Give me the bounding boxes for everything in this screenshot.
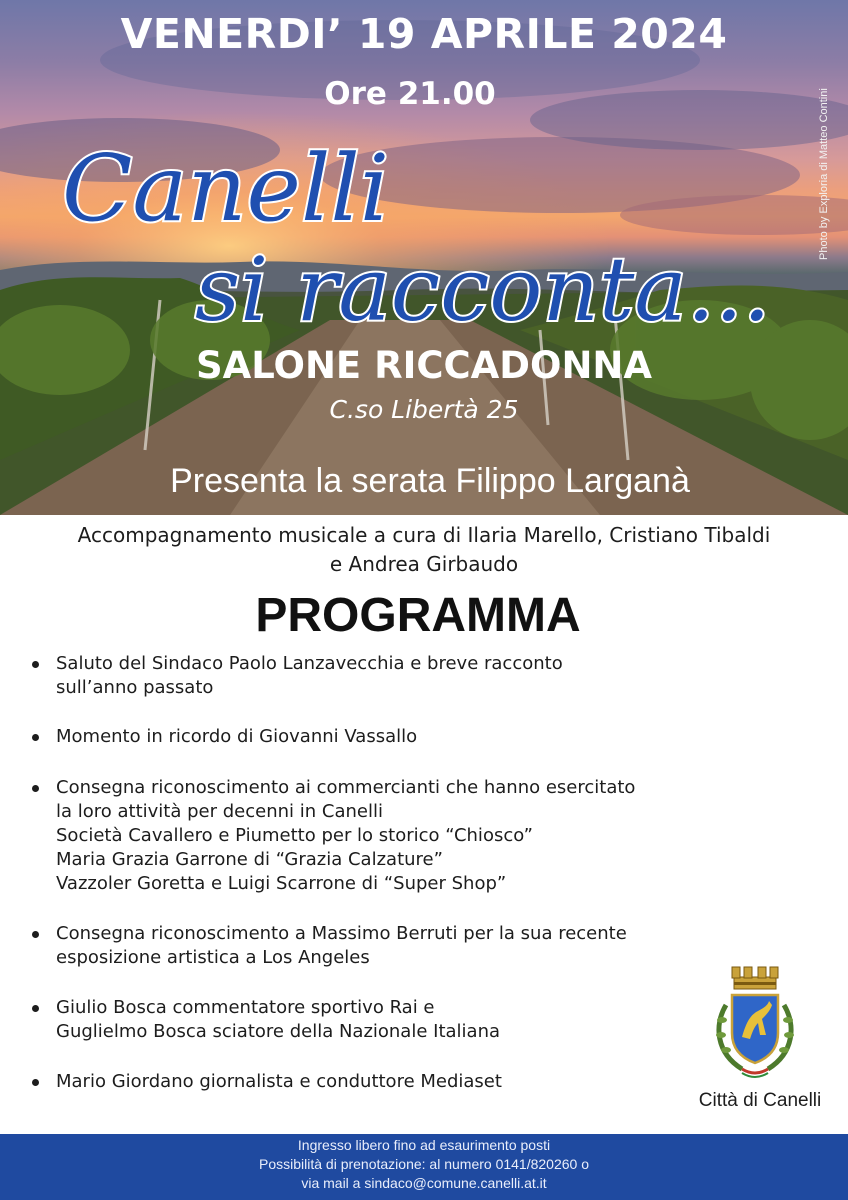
program-list	[32, 652, 712, 1120]
program-item-text: Consegna riconoscimento a Massimo Berruti per la sua recente	[56, 923, 627, 944]
bullet-icon	[32, 1005, 39, 1012]
hero-photo	[0, 0, 848, 515]
program-item-text: sull’anno passato	[56, 677, 214, 698]
city-name: Città di Canelli	[698, 1090, 822, 1111]
program-item-text: Mario Giordano giornalista e conduttore Mediaset	[56, 1071, 502, 1092]
bullet-icon	[32, 1079, 39, 1086]
accompaniment-line-1: Accompagnamento musicale a cura di Ilaria Marello, Cristiano Tibaldi	[77, 523, 771, 547]
program-item	[32, 725, 712, 749]
program-item	[32, 922, 712, 970]
title-line-2: si racconta...	[195, 238, 771, 341]
program-item-text: Momento in ricordo di Giovanni Vassallo	[56, 726, 418, 747]
footer-banner	[0, 1134, 848, 1200]
program-item	[32, 996, 712, 1044]
music-accompaniment	[0, 521, 848, 579]
photo-credit-text: Photo by Exploria di Matteo Contini	[818, 88, 830, 260]
program-heading: PROGRAMMA	[255, 589, 581, 642]
program-item-text: esposizione artistica a Los Angeles	[56, 947, 370, 968]
event-date: VENERDI’ 19 APRILE 2024	[120, 10, 728, 58]
photo-credit	[818, 64, 836, 264]
bullet-icon	[32, 785, 39, 792]
event-time: Ore 21.00	[324, 76, 496, 112]
bullet-icon	[32, 734, 39, 741]
program-item	[32, 1070, 712, 1094]
program-item-text: Maria Grazia Garrone di “Grazia Calzature”	[56, 849, 443, 870]
footer-line-3: via mail a sindaco@comune.canelli.at.it	[301, 1175, 547, 1191]
title-line-1: Canelli	[62, 135, 390, 242]
venue-address: C.so Libertà 25	[329, 395, 519, 424]
program-item-text: Saluto del Sindaco Paolo Lanzavecchia e breve racconto	[56, 653, 563, 674]
event-host: Presenta la serata Filippo Larganà	[170, 462, 690, 500]
program-item-text: Società Cavallero e Piumetto per lo storico “Chiosco”	[56, 825, 533, 846]
bullet-icon	[32, 931, 39, 938]
program-item	[32, 652, 712, 700]
program-item	[32, 776, 712, 896]
footer-line-2: Possibilità di prenotazione: al numero 0141/820260 o	[258, 1156, 589, 1172]
event-title	[40, 120, 820, 350]
program-item-text: la loro attività per decenni in Canelli	[56, 801, 383, 822]
venue-name: SALONE RICCADONNA	[195, 344, 653, 387]
program-item-text: Giulio Bosca commentatore sportivo Rai e	[56, 997, 435, 1018]
accompaniment-line-2: e Andrea Girbaudo	[329, 552, 519, 576]
canelli-coat-of-arms-icon	[712, 965, 798, 1085]
footer-line-1: Ingresso libero fino ad esaurimento posti	[297, 1137, 551, 1153]
program-item-text: Consegna riconoscimento ai commercianti che hanno esercitato	[56, 777, 636, 798]
program-item-text: Guglielmo Bosca sciatore della Nazionale Italiana	[56, 1021, 501, 1042]
program-item-text: Vazzoler Goretta e Luigi Scarrone di “Super Shop”	[56, 873, 507, 894]
bullet-icon	[32, 661, 39, 668]
